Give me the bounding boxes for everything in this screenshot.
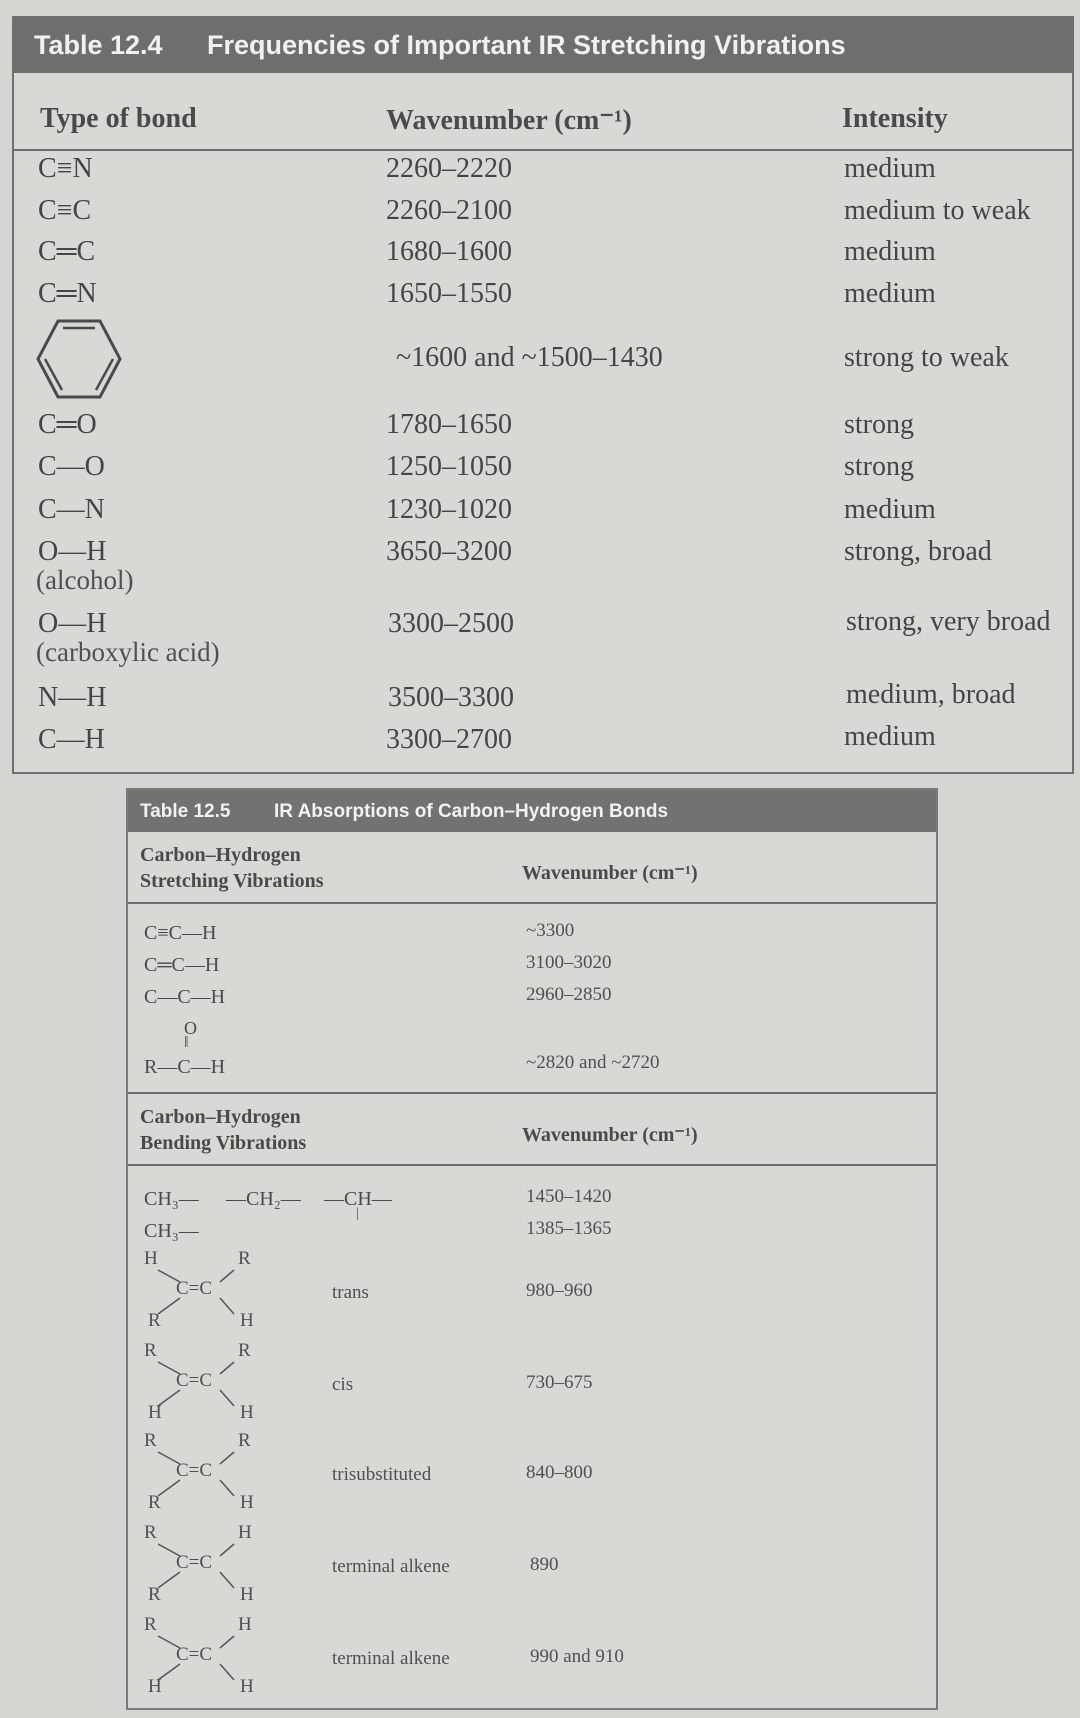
intensity-cell: strong to weak (844, 342, 1009, 373)
table-12-4 (12, 16, 1074, 774)
intensity-cell: medium, broad (846, 679, 1016, 710)
substituent: R (148, 1492, 161, 1513)
group-ch3: CH₃— (144, 1188, 199, 1210)
alkene-wavenumber: 840–800 (526, 1462, 593, 1483)
substituent: H (240, 1492, 254, 1513)
wavenumber-cell: 2260–2220 (386, 153, 512, 184)
alkene-structure (140, 1340, 270, 1426)
wavenumber-cell: 1230–1020 (386, 494, 512, 525)
table-title: IR Absorptions of Carbon–Hydrogen Bonds (274, 801, 669, 822)
bond-cell: C—O (38, 451, 105, 482)
table-12-5-title-bar (128, 790, 936, 832)
intensity-cell: strong (844, 451, 914, 482)
wavenumber-cell: 3500–3300 (388, 682, 514, 713)
substituent: R (148, 1310, 161, 1331)
substituent: H (238, 1614, 252, 1635)
wavenumber-cell: ~1600 and ~1500–1430 (396, 342, 663, 373)
header-type-of-bond: Type of bond (40, 103, 197, 134)
bending-header-label: Carbon–Hydrogen Bending Vibrations (140, 1106, 307, 1154)
substituent: R (148, 1584, 161, 1605)
bond-cell: C═O (38, 409, 97, 440)
double-bond: C=C (176, 1370, 213, 1391)
bond-note: (alcohol) (36, 565, 134, 595)
bond-cell: O—H (38, 608, 107, 639)
wavenumber-cell: 1650–1550 (386, 278, 512, 309)
bond-cell: O—H (38, 536, 107, 567)
wavenumber-cell: 3300–2700 (386, 724, 512, 755)
double-bond: C=C (176, 1278, 213, 1299)
table-number: Table 12.5 (140, 801, 231, 822)
aldehyde-oxygen: O (184, 1018, 197, 1038)
stretch-bond: C═C—H (144, 954, 220, 976)
group-ch-branch: | (356, 1206, 359, 1221)
table-12-4-header (14, 73, 1072, 151)
bond-cell: C═N (38, 278, 97, 309)
alkene-wavenumber: 730–675 (526, 1372, 593, 1393)
header-wavenumber: Wavenumber (cm⁻¹) (386, 105, 632, 136)
substituent: H (238, 1522, 252, 1543)
wavenumber-cell: 1250–1050 (386, 451, 512, 482)
aldehyde-double-bond: ‖ (184, 1034, 189, 1051)
intensity-cell: medium (844, 236, 936, 267)
alkene-wavenumber: 990 and 910 (530, 1646, 624, 1667)
intensity-cell: medium (844, 721, 936, 752)
substituent: R (238, 1430, 251, 1451)
table-12-5 (126, 788, 938, 1710)
bond-cell: N—H (38, 682, 107, 713)
substituent: H (240, 1402, 254, 1423)
group-ch2: —CH₂— (226, 1188, 301, 1210)
substituent: R (238, 1248, 251, 1269)
group-ch3: CH₃— (144, 1220, 199, 1242)
alkene-label: trisubstituted (332, 1464, 432, 1485)
intensity-cell: strong, broad (844, 536, 992, 567)
substituent: H (240, 1584, 254, 1605)
table-12-4-title-bar (14, 18, 1072, 73)
table-title: Frequencies of Important IR Stretching Vibrations (207, 30, 846, 60)
substituent: R (144, 1430, 157, 1451)
bend-wavenumber: 1450–1420 (526, 1186, 612, 1207)
intensity-cell: medium (844, 494, 936, 525)
intensity-cell: medium (844, 153, 936, 184)
alkene-label: terminal alkene (332, 1648, 450, 1669)
intensity-cell: medium (844, 278, 936, 309)
bond-cell: C—H (38, 724, 105, 755)
stretch-wavenumber: ~3300 (526, 920, 575, 941)
wavenumber-cell: 3300–2500 (388, 608, 514, 639)
substituent: H (148, 1402, 162, 1423)
bond-note: (carboxylic acid) (36, 637, 220, 667)
stretch-bond: C—C—H (144, 986, 226, 1008)
bond-cell: C—N (38, 494, 105, 525)
bend-wavenumber: 1385–1365 (526, 1218, 612, 1239)
substituent: H (240, 1676, 254, 1697)
bond-cell: C═C (38, 236, 96, 267)
wavenumber-cell: 1780–1650 (386, 409, 512, 440)
alkene-structure (140, 1614, 270, 1700)
wavenumber-cell: 1680–1600 (386, 236, 512, 267)
intensity-cell: strong, very broad (846, 606, 1051, 637)
intensity-cell: strong (844, 409, 914, 440)
double-bond: C=C (176, 1552, 213, 1573)
stretching-header (128, 832, 936, 904)
wavenumber-cell: 3650–3200 (386, 536, 512, 567)
alkene-label: cis (332, 1374, 354, 1395)
alkene-wavenumber: 980–960 (526, 1280, 593, 1301)
substituent: H (240, 1310, 254, 1331)
stretch-wavenumber: 2960–2850 (526, 984, 612, 1005)
substituent: R (144, 1522, 157, 1543)
stretching-header-wavenumber: Wavenumber (cm⁻¹) (522, 862, 698, 884)
alkene-structure (140, 1430, 270, 1516)
substituent: R (238, 1340, 251, 1361)
alkene-structure (140, 1522, 270, 1608)
stretch-bond: R—C—H (144, 1056, 226, 1078)
intensity-cell: medium to weak (844, 195, 1031, 226)
stretch-bond: C≡C—H (144, 922, 217, 944)
alkene-structure (140, 1248, 270, 1334)
substituent: H (148, 1676, 162, 1697)
wavenumber-cell: 2260–2100 (386, 195, 512, 226)
bond-cell: C≡N (38, 153, 93, 184)
substituent: H (144, 1248, 158, 1269)
alkene-label: terminal alkene (332, 1556, 450, 1577)
substituent: R (144, 1340, 157, 1361)
group-ch: —CH— (324, 1188, 392, 1210)
substituent: R (144, 1614, 157, 1635)
alkene-wavenumber: 890 (530, 1554, 559, 1575)
benzene-ring-icon (36, 318, 122, 400)
table-number: Table 12.4 (34, 30, 163, 60)
stretching-header-label: Carbon–Hydrogen Stretching Vibrations (140, 844, 324, 892)
header-intensity: Intensity (842, 103, 948, 134)
double-bond: C=C (176, 1460, 213, 1481)
bond-cell: C≡C (38, 195, 92, 226)
alkene-label: trans (332, 1282, 369, 1303)
bending-header-wavenumber: Wavenumber (cm⁻¹) (522, 1124, 698, 1146)
bending-header (128, 1092, 936, 1166)
stretch-wavenumber: ~2820 and ~2720 (526, 1052, 660, 1073)
double-bond: C=C (176, 1644, 213, 1665)
stretch-wavenumber: 3100–3020 (526, 952, 612, 973)
